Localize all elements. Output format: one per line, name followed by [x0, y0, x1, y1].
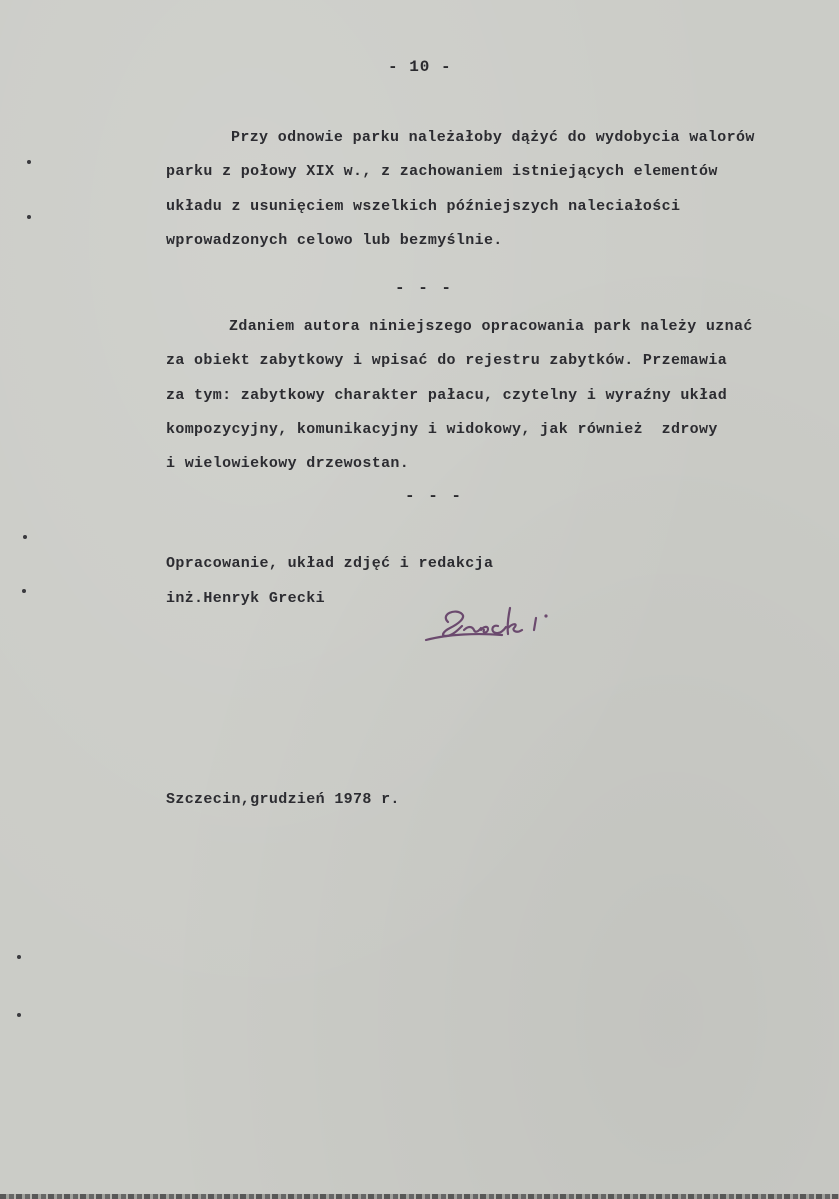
paragraph-1-line-1: Przy odnowie parku należałoby dążyć do wydobycia walorów [231, 129, 755, 146]
handwritten-signature [418, 600, 608, 660]
paragraph-1-line-2: parku z połowy XIX w., z zachowaniem istniejących elementów [166, 163, 718, 180]
paragraph-1-line-3: układu z usunięciem wszelkich późniejszych naleciałości [166, 198, 681, 215]
credits-line-1: Opracowanie, układ zdjęć i redakcja [166, 555, 494, 572]
paragraph-1-line-4: wprowadzonych celowo lub bezmyślnie. [166, 232, 503, 249]
separator-2: - - - [405, 487, 464, 505]
scan-bottom-edge [0, 1194, 839, 1199]
scan-speck [23, 535, 27, 539]
credits-author: inż.Henryk Grecki [166, 590, 325, 607]
scan-speck [27, 215, 31, 219]
paragraph-2-line-5: i wielowiekowy drzewostan. [166, 455, 410, 472]
separator-1: - - - [395, 279, 454, 297]
scan-speck [27, 160, 31, 164]
paragraph-2-line-1: Zdaniem autora niniejszego opracowania park należy uznać [229, 318, 753, 335]
scan-speck [17, 1013, 21, 1017]
paragraph-2-line-4: kompozycyjny, komunikacyjny i widokowy, jak również zdrowy [166, 421, 718, 438]
paragraph-2-line-3: za tym: zabytkowy charakter pałacu, czytelny i wyraźny układ [166, 387, 728, 404]
scan-speck [22, 589, 26, 593]
place-and-date: Szczecin,grudzień 1978 r. [166, 791, 400, 808]
paragraph-2-line-2: za obiekt zabytkowy i wpisać do rejestru zabytków. Przemawia [166, 352, 728, 369]
page-number: - 10 - [388, 58, 452, 76]
scan-speck [17, 955, 21, 959]
